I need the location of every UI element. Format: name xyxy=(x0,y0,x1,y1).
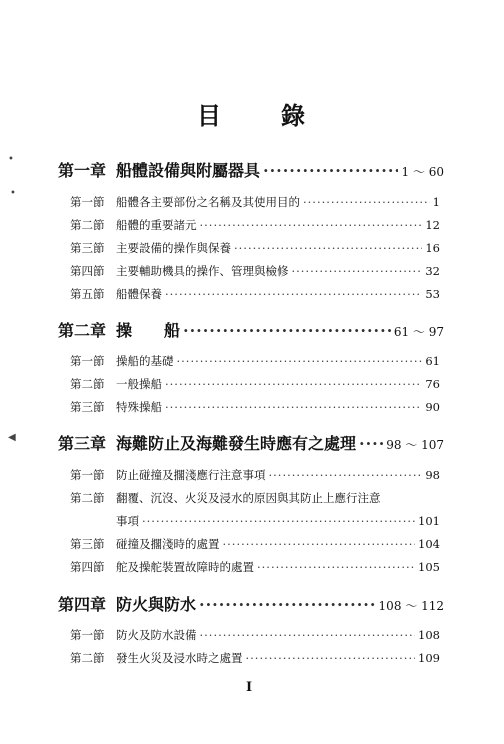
toc-section[interactable] xyxy=(0,399,440,415)
leader-dots xyxy=(165,400,422,414)
leader-dots xyxy=(183,321,391,340)
page-number: 16 xyxy=(425,241,440,255)
page-number: 32 xyxy=(425,264,440,278)
section-label: 第三節 xyxy=(70,400,105,414)
page-number: 105 xyxy=(418,560,440,574)
leader-dots xyxy=(200,628,416,642)
page-number: 12 xyxy=(425,218,440,232)
leader-dots xyxy=(359,434,383,453)
section-title: 防火及防水設備 xyxy=(116,628,197,642)
chapter-label: 第一章 xyxy=(58,161,107,180)
leader-dots xyxy=(269,468,423,482)
leader-dots xyxy=(142,514,415,528)
section-title: 特殊操船 xyxy=(116,400,162,414)
page-range: 61 ～ 97 xyxy=(393,325,444,339)
leader-dots xyxy=(234,241,422,255)
section-label: 第二節 xyxy=(70,377,105,391)
section-title: 翻覆、沉沒、火災及浸水的原因與其防止上應行注意 xyxy=(116,491,381,505)
leader-dots xyxy=(200,218,423,232)
toc-section[interactable] xyxy=(0,240,440,256)
section-label: 第一節 xyxy=(70,195,105,209)
page-number: 61 xyxy=(425,354,440,368)
scan-speck: ◀ xyxy=(8,432,16,443)
toc-section[interactable] xyxy=(0,286,440,302)
chapter-title: 海難防止及海難發生時應有之處理 xyxy=(116,434,357,453)
section-label: 第五節 xyxy=(70,287,105,301)
toc-section-continuation[interactable] xyxy=(0,513,440,529)
section-label: 第四節 xyxy=(70,560,105,574)
toc-section[interactable] xyxy=(0,376,440,392)
page-number: 104 xyxy=(418,537,440,551)
toc-chapter-4[interactable] xyxy=(0,592,444,615)
section-title: 舵及操舵裝置故障時的處置 xyxy=(116,560,254,574)
section-title: 船體的重要諸元 xyxy=(116,218,197,232)
chapter-title: 操 船 xyxy=(116,321,181,340)
section-title: 防止碰撞及擱淺應行注意事項 xyxy=(116,468,266,482)
leader-dots xyxy=(303,195,430,209)
title-char-1: 目 xyxy=(197,101,223,130)
section-label: 第一節 xyxy=(70,354,105,368)
section-title: 主要輔助機具的操作、管理與檢修 xyxy=(116,264,289,278)
page-title xyxy=(0,96,504,131)
section-label: 第三節 xyxy=(70,537,105,551)
page-range: 98 ～ 107 xyxy=(386,438,444,452)
leader-dots xyxy=(223,537,416,551)
page-range: 1 ～ 60 xyxy=(401,165,444,179)
leader-dots xyxy=(165,287,422,301)
section-title: 操船的基礎 xyxy=(116,354,174,368)
chapter-label: 第四章 xyxy=(58,595,107,614)
toc-section[interactable] xyxy=(0,627,440,643)
leader-dots xyxy=(165,377,422,391)
toc-section[interactable] xyxy=(0,194,440,210)
page-number: 101 xyxy=(418,514,440,528)
toc-section[interactable] xyxy=(0,217,440,233)
toc-chapter-2[interactable] xyxy=(0,318,444,341)
section-title: 主要設備的操作與保養 xyxy=(116,241,231,255)
section-label: 第二節 xyxy=(70,651,105,665)
title-char-2: 錄 xyxy=(281,101,307,130)
toc-section[interactable] xyxy=(0,263,440,279)
toc-section[interactable] xyxy=(0,490,440,506)
section-label: 第二節 xyxy=(70,218,105,232)
section-title-continuation: 事項 xyxy=(116,514,139,528)
page-number: 98 xyxy=(425,468,440,482)
section-title: 船體各主要部份之名稱及其使用目的 xyxy=(116,195,300,209)
section-title: 船體保養 xyxy=(116,287,162,301)
section-label: 第二節 xyxy=(70,491,105,505)
section-label: 第一節 xyxy=(70,628,105,642)
chapter-title: 船體設備與附屬器具 xyxy=(116,161,261,180)
page-folio: I xyxy=(246,680,253,695)
page-number: 109 xyxy=(418,651,440,665)
section-label: 第四節 xyxy=(70,264,105,278)
section-title: 碰撞及擱淺時的處置 xyxy=(116,537,220,551)
page-number: 1 xyxy=(432,195,440,209)
toc-section[interactable] xyxy=(0,559,440,575)
page-number: 53 xyxy=(425,287,440,301)
toc-chapter-3[interactable] xyxy=(0,431,444,454)
section-label: 第三節 xyxy=(70,241,105,255)
leader-dots xyxy=(246,651,416,665)
section-title: 一般操船 xyxy=(116,377,162,391)
toc-section[interactable] xyxy=(0,353,440,369)
toc-section[interactable] xyxy=(0,467,440,483)
toc-section[interactable] xyxy=(0,650,440,666)
leader-dots xyxy=(177,354,423,368)
toc-chapter-1[interactable] xyxy=(0,158,444,181)
toc-section[interactable] xyxy=(0,536,440,552)
leader-dots xyxy=(263,161,398,180)
section-title: 發生火災及浸水時之處置 xyxy=(116,651,243,665)
scan-speck: • xyxy=(10,188,16,199)
page-number: 76 xyxy=(425,377,440,391)
chapter-label: 第二章 xyxy=(58,321,107,340)
leader-dots xyxy=(257,560,415,574)
scan-speck: • xyxy=(8,154,14,165)
chapter-title: 防火與防水 xyxy=(116,595,197,614)
chapter-label: 第三章 xyxy=(58,434,107,453)
leader-dots xyxy=(292,264,423,278)
page-range: 108 ～ 112 xyxy=(378,599,444,613)
section-label: 第一節 xyxy=(70,468,105,482)
page-number: 90 xyxy=(425,400,440,414)
leader-dots xyxy=(199,595,376,614)
page-number: 108 xyxy=(418,628,440,642)
